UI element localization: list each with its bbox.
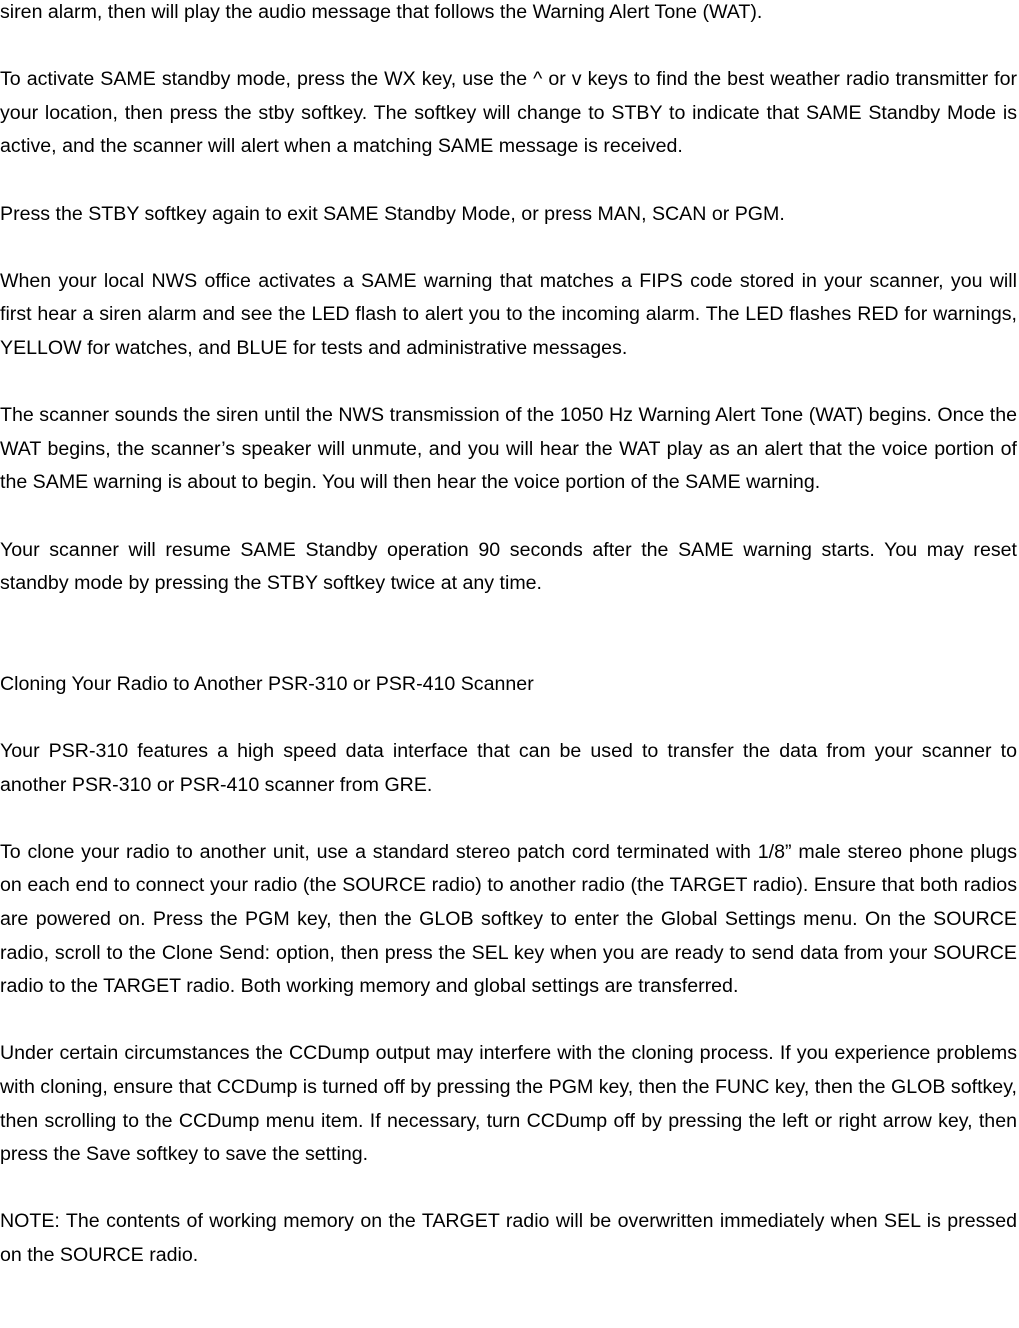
paragraph-note-overwrite: NOTE: The contents of working memory on the TARGET radio will be overwritten immediately when SEL is pressed on the SOURCE radio. — [0, 1210, 1017, 1266]
paragraph-data-interface: Your PSR-310 features a high speed data interface that can be used to transfer the data from your scanner to another PSR-310 or PSR-410 scanner from GRE. — [0, 740, 1017, 796]
paragraph-activate-standby: To activate SAME standby mode, press the WX key, use the ^ or v keys to find the best weather radio transmitter for your location, then press the stby softkey. The softkey will change to STBY to indicate that SAME Standby Mode is active, and the scanner will alert when a matching SAME message is received. — [0, 68, 1017, 158]
paragraph-siren-wat: The scanner sounds the siren until the NWS transmission of the 1050 Hz Warning Alert Tone (WAT) begins. Once the WAT begins, the scanner’s speaker will unmute, and you will hear the WAT play as an alert that the voice portion of the SAME warning is about to begin. You will then hear the voice portion of the SAME warning. — [0, 404, 1017, 494]
paragraph-nws-warning: When your local NWS office activates a SAME warning that matches a FIPS code stored in your scanner, you will first hear a siren alarm and see the LED flash to alert you to the incoming alarm. The LED flashes RED for warnings, YELLOW for watches, and BLUE for tests and administrative messages. — [0, 269, 1017, 359]
section-heading-cloning: Cloning Your Radio to Another PSR-310 or PSR-410 Scanner — [0, 672, 534, 695]
paragraph-ccdump: Under certain circumstances the CCDump output may interfere with the cloning process. If you experience problems with cloning, ensure that CCDump is turned off by pressing the PGM key, then the FUNC key, then the GLOB softkey, then scrolling to the CCDump menu item. If necessary, turn CCDump off by pressing the left or right arrow key, then press the Save softkey to save the setting. — [0, 1042, 1017, 1166]
paragraph-resume-standby: Your scanner will resume SAME Standby operation 90 seconds after the SAME warning starts. You may reset standby mode by pressing the STBY softkey twice at any time. — [0, 538, 1017, 595]
paragraph-exit-standby: Press the STBY softkey again to exit SAME Standby Mode, or press MAN, SCAN or PGM. — [0, 202, 785, 225]
paragraph-siren-alarm: siren alarm, then will play the audio message that follows the Warning Alert Tone (WAT). — [0, 1, 763, 23]
paragraph-clone-procedure: To clone your radio to another unit, use a standard stereo patch cord terminated with 1/8” male stereo phone plugs on each end to connect your radio (the SOURCE radio) to another radio (the TARGET radio). Ensure that both radios are powered on. Press the PGM key, then the GLOB softkey to enter the Global Settings menu. On the SOURCE radio, scroll to the Clone Send: option, then press the SEL key when you are ready to send data from your SOURCE radio to the TARGET radio. Both working memory and global settings are transferred. — [0, 840, 1017, 998]
